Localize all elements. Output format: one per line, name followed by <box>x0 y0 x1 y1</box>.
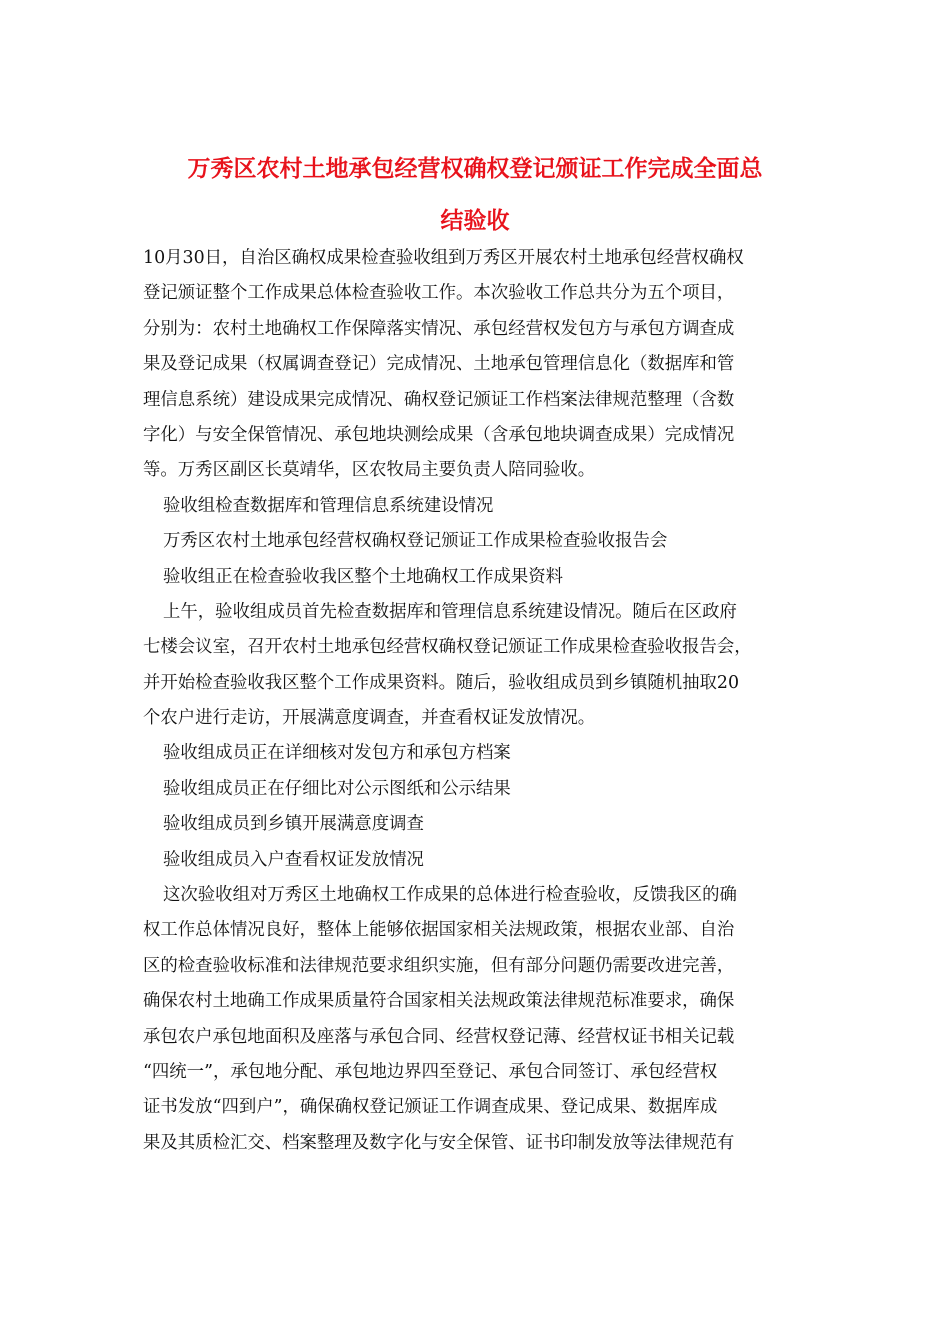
paragraph-line: 区的检查验收标准和法律规范要求组织实施，但有部分问题仍需要改进完善， <box>143 955 735 976</box>
paragraph-line: 登记颁证整个工作成果总体检查验收工作。本次验收工作总共分为五个项目， <box>143 283 735 304</box>
title-line: 结验收 <box>440 207 510 234</box>
paragraph-line: 证书发放“四到户”，确保确权登记颁证工作调查成果、登记成果、数据库成 <box>143 1097 718 1118</box>
paragraph-line: 分别为：农村土地确权工作保障落实情况、承包经营权发包方与承包方调查成 <box>143 318 735 339</box>
paragraph-line: 10月30日，自治区确权成果检查验收组到万秀区开展农村土地承包经营权确权 <box>143 248 744 268</box>
title-line: 万秀区农村土地承包经营权确权登记颁证工作完成全面总 <box>187 155 763 182</box>
paragraph-line: 果及登记成果（权属调查登记）完成情况、土地承包管理信息化（数据库和管 <box>143 354 735 375</box>
paragraph-line: 个农户进行走访，开展满意度调查，并查看权证发放情况。 <box>143 708 596 729</box>
paragraph-line: 验收组检查数据库和管理信息系统建设情况 <box>163 495 494 516</box>
paragraph-line: 验收组成员正在仔细比对公示图纸和公示结果 <box>163 778 511 799</box>
paragraph-line: 验收组成员正在详细核对发包方和承包方档案 <box>163 743 511 764</box>
paragraph-line: 验收组正在检查验收我区整个土地确权工作成果资料 <box>163 566 563 587</box>
paragraph-line: 上午，验收组成员首先检查数据库和管理信息系统建设情况。随后在区政府 <box>163 601 737 622</box>
paragraph-line: 七楼会议室，召开农村土地承包经营权确权登记颁证工作成果检查验收报告会， <box>143 637 752 658</box>
paragraph-line: 验收组成员入户查看权证发放情况 <box>163 849 424 870</box>
paragraph-line: 理信息系统）建设成果完成情况、确权登记颁证工作档案法律规范整理（含数 <box>143 389 735 410</box>
paragraph-line: 验收组成员到乡镇开展满意度调查 <box>163 814 424 835</box>
paragraph-line: 确保农村土地确工作成果质量符合国家相关法规政策法律规范标准要求，确保 <box>143 991 735 1012</box>
paragraph-line: 字化）与安全保管情况、承包地块测绘成果（含承包地块调查成果）完成情况 <box>143 424 735 445</box>
paragraph-line: 果及其质检汇交、档案整理及数字化与安全保管、证书印制发放等法律规范有 <box>143 1132 735 1153</box>
paragraph-line: 这次验收组对万秀区土地确权工作成果的总体进行检查验收，反馈我区的确 <box>163 885 737 906</box>
paragraph-line: 并开始检查验收我区整个工作成果资料。随后，验收组成员到乡镇随机抽取20 <box>143 672 740 693</box>
document-body <box>143 241 813 1161</box>
paragraph-line: “四统一”，承包地分配、承包地边界四至登记、承包合同签订、承包经营权 <box>143 1061 718 1082</box>
document-title <box>110 143 840 247</box>
paragraph-line: 万秀区农村土地承包经营权确权登记颁证工作成果检查验收报告会 <box>163 531 668 552</box>
paragraph-line: 等。万秀区副区长莫靖华，区农牧局主要负责人陪同验收。 <box>143 460 596 481</box>
paragraph-line: 承包农户承包地面积及座落与承包合同、经营权登记薄、经营权证书相关记载 <box>143 1026 735 1047</box>
paragraph-line: 权工作总体情况良好，整体上能够依据国家相关法规政策，根据农业部、自治 <box>143 920 735 941</box>
